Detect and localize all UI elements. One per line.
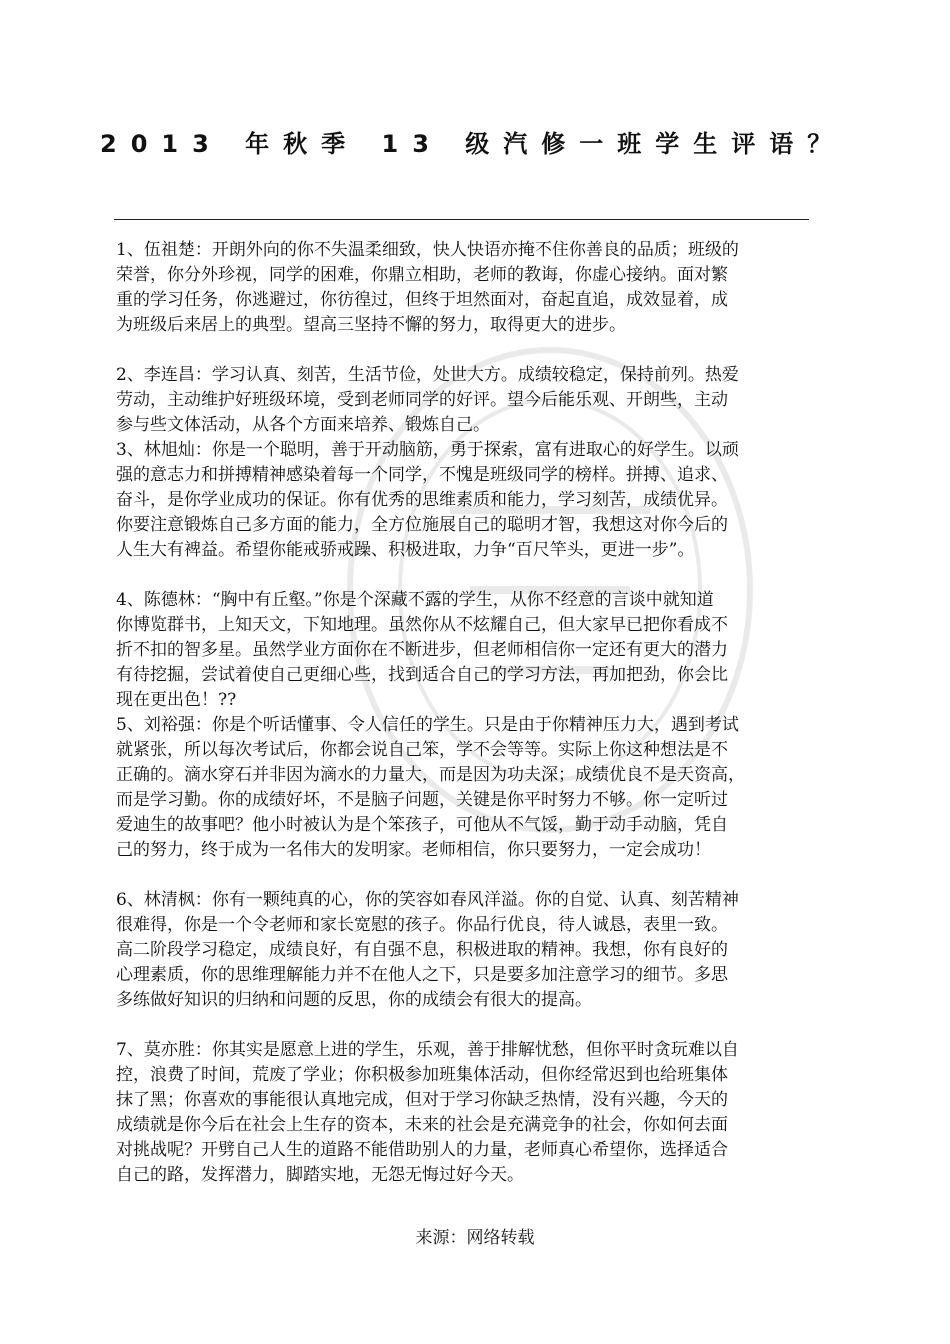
paragraph-gap <box>116 338 816 363</box>
paragraph-gap <box>116 863 816 888</box>
document-title: 2013 年秋季 13 级汽修一班学生评语？ <box>100 130 846 158</box>
comment-paragraph-7: 7、莫亦胜：你其实是愿意上进的学生，乐观，善于排解忧愁，但你平时贪玩难以自 控，浪费了时间，荒废了学业；你积极参加班集体活动，但你经常迟到也给班集体 抹了黑；你喜欢的事能很认真地完成，但对于学习你缺乏热情，没有兴趣，今天的 成绩就是你今后在社会上生存的资本，未来的社会是充满竞争的社会，你如何去面 对挑战呢？开劈自己人生的道路不能借助别人的力量，老师真心希望你，选择适合 自己的路，发挥潜力，脚踏实地，无怨无悔过好今天。 <box>116 1040 739 1185</box>
title-divider <box>114 219 809 220</box>
comment-paragraph-1: 1、伍祖楚：开朗外向的你不失温柔细致，快人快语亦掩不住你善良的品质；班级的 荣誉，你分外珍视，同学的困难，你鼎立相助，老师的教诲，你虚心接纳。面对繁 重的学习任务，你逃避过，你彷徨过，但终于坦然面对，奋起直追，成效显着，成 为班级后来居上的典型。望高三坚持不懈的努力，取得更大的进步。 <box>116 240 739 335</box>
comment-paragraph-6: 6、林清枫：你有一颗纯真的心，你的笑容如春风洋溢。你的自觉、认真、刻苦精神 很难得，你是一个令老师和家长宽慰的孩子。你品行优良，待人诚恳，表里一致。 高二阶段学习稳定，成绩良好，有自强不息，积极进取的精神。我想，你有良好的 心理素质，你的思维理解能力并不在他人之下，只是要多加注意学习的细节。多思 多练做好知识的归纳和问题的反思，你的成绩会有很大的提高。 <box>116 890 739 1010</box>
paragraph-gap <box>116 1013 816 1038</box>
comment-paragraph-4: 4、陈德林：“胸中有丘壑。”你是个深藏不露的学生，从你不经意的言谈中就知道 你博览群书，上知天文，下知地理。虽然你从不炫耀自己，但大家早已把你看成不 折不扣的智多星。虽然学业方面你在不断进步，但老师相信你一定还有更大的潜力 有待挖掘，尝试着使自己更细心些，找到适合自己的学习方法，再加把劲，你会比 现在更出色！?? <box>116 590 728 710</box>
source-footer: 来源：网络转载 <box>415 1228 535 1248</box>
paragraph-gap <box>116 563 816 588</box>
document-body <box>116 238 816 1188</box>
comment-paragraph-2: 2、李连昌：学习认真、刻苦，生活节俭，处世大方。成绩较稳定，保持前列。热爱 劳动，主动维护好班级环境，受到老师同学的好评。望今后能乐观、开朗些，主动 参与些文体活动，从各个方面来培养、锻炼自己。 <box>116 365 739 435</box>
comment-paragraph-3: 3、林旭灿：你是一个聪明，善于开动脑筋，勇于探索，富有进取心的好学生。以顽 强的意志力和拼搏精神感染着每一个同学，不愧是班级同学的榜样。拼搏、追求、 奋斗，是你学业成功的保证。你有优秀的思维素质和能力，学习刻苦，成绩优异。 你要注意锻炼自己多方面的能力，全方位施展自己的聪明才智，我想这对你今后的 人生大有裨益。希望你能戒骄戒躁、积极进取，力争“百尺竿头，更进一步”。 <box>116 440 739 560</box>
comment-paragraph-5: 5、刘裕强：你是个听话懂事、令人信任的学生。只是由于你精神压力大，遇到考试 就紧张，所以每次考试后，你都会说自己笨，学不会等等。实际上你这种想法是不 正确的。滴水穿石并非因为滴水的力量大，而是因为功夫深；成绩优良不是天资高， 而是学习勤。你的成绩好坏，不是脑子问题，关键是你平时努力不够。你一定听过 爱迪生的故事吧？他小时被认为是个笨孩子，可他从不气馁，勤于动手动脑，凭自 己的努力，终于成为一名伟大的发明家。老师相信，你只要努力，一定会成功！ <box>116 715 745 860</box>
